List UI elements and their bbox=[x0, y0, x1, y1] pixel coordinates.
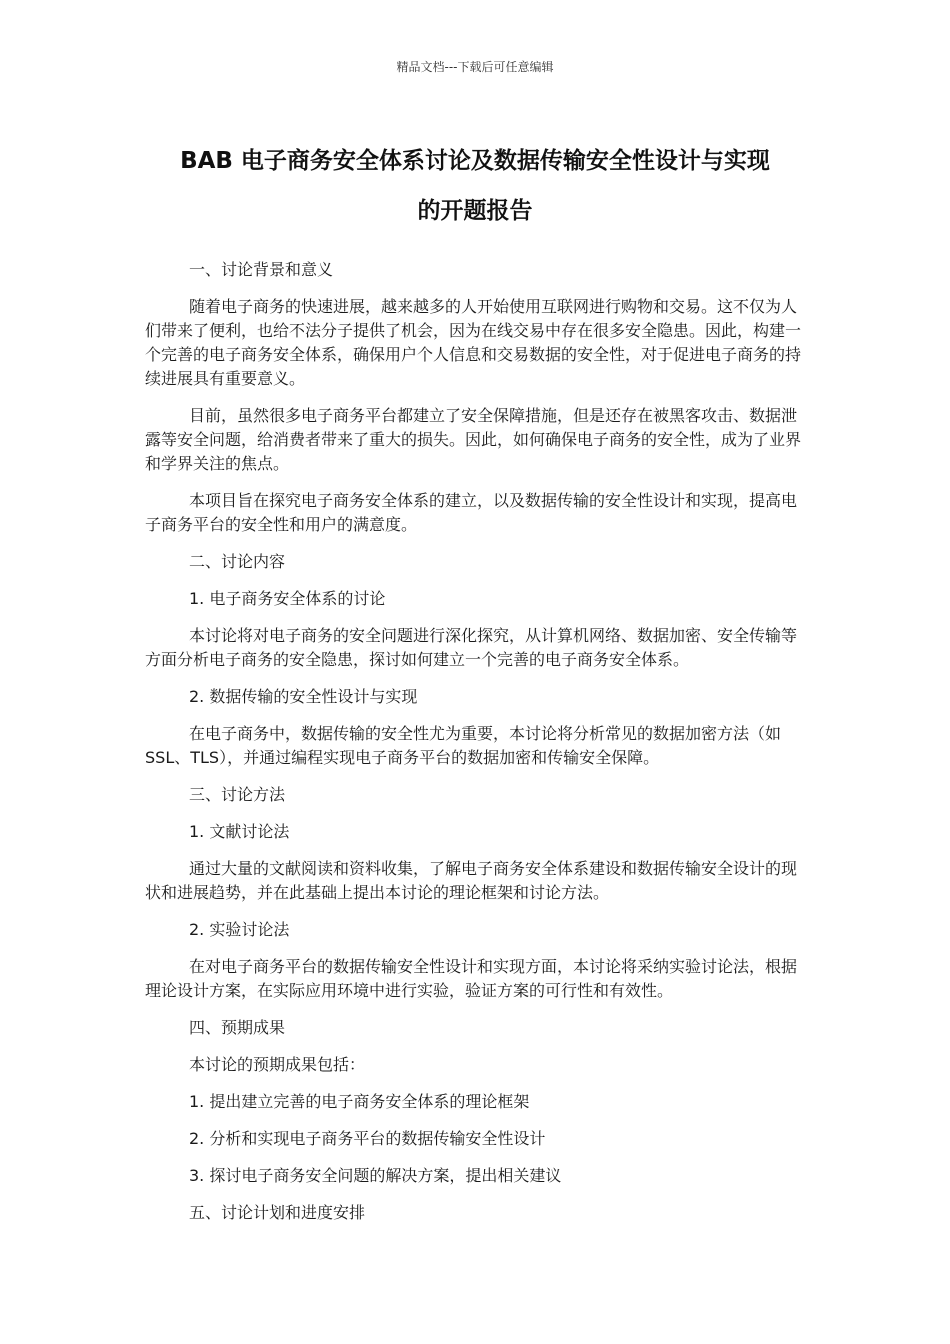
section-heading: 四、预期成果 bbox=[189, 1018, 286, 1037]
subsection-heading: 2. 实验讨论法 bbox=[189, 920, 290, 939]
list-item: 2. 分析和实现电子商务平台的数据传输安全性设计 bbox=[189, 1129, 546, 1148]
section-heading: 二、讨论内容 bbox=[189, 552, 286, 571]
list-item: 3. 探讨电子商务安全问题的解决方案，提出相关建议 bbox=[189, 1166, 562, 1185]
paragraph: 本项目旨在探究电子商务安全体系的建立，以及数据传输的安全性设计和实现，提高电子商务平台的安全性和用户的满意度。 bbox=[145, 491, 798, 534]
list-item: 1. 提出建立完善的电子商务安全体系的理论框架 bbox=[189, 1092, 530, 1111]
paragraph: 本讨论将对电子商务的安全问题进行深化探究，从计算机网络、数据加密、安全传输等方面分析电子商务的安全隐患，探讨如何建立一个完善的电子商务安全体系。 bbox=[145, 626, 798, 669]
paragraph: 通过大量的文献阅读和资料收集，了解电子商务安全体系建设和数据传输安全设计的现状和进展趋势，并在此基础上提出本讨论的理论框架和讨论方法。 bbox=[145, 859, 798, 902]
title-line-2: 的开题报告 bbox=[417, 198, 533, 224]
paragraph: 在对电子商务平台的数据传输安全性设计和实现方面，本讨论将采纳实验讨论法，根据理论设计方案，在实际应用环境中进行实验，验证方案的可行性和有效性。 bbox=[145, 957, 798, 1000]
paragraph: 在电子商务中，数据传输的安全性尤为重要，本讨论将分析常见的数据加密方法（如 SSL、TLS），并通过编程实现电子商务平台的数据加密和传输安全保障。 bbox=[145, 724, 782, 767]
paragraph: 随着电子商务的快速进展，越来越多的人开始使用互联网进行购物和交易。这不仅为人们带来了便利，也给不法分子提供了机会，因为在线交易中存在很多安全隐患。因此，构建一个完善的电子商务安全体系，确保用户个人信息和交易数据的安全性，对于促进电子商务的持续进展具有重要意义。 bbox=[145, 297, 802, 388]
section-heading: 一、讨论背景和意义 bbox=[189, 260, 334, 279]
subsection-heading: 1. 文献讨论法 bbox=[189, 822, 290, 841]
subsection-heading: 1. 电子商务安全体系的讨论 bbox=[189, 589, 386, 608]
subsection-heading: 2. 数据传输的安全性设计与实现 bbox=[189, 687, 418, 706]
document-body bbox=[145, 258, 810, 1238]
header-note: 精品文档---下载后可任意编辑 bbox=[396, 60, 554, 74]
title-line-1: BAB 电子商务安全体系讨论及数据传输安全性设计与实现 bbox=[180, 148, 770, 174]
paragraph: 本讨论的预期成果包括： bbox=[189, 1055, 366, 1074]
section-heading: 三、讨论方法 bbox=[189, 785, 286, 804]
section-heading: 五、讨论计划和进度安排 bbox=[189, 1203, 366, 1222]
document-title bbox=[100, 136, 850, 236]
paragraph: 目前，虽然很多电子商务平台都建立了安全保障措施，但是还存在被黑客攻击、数据泄露等安全问题，给消费者带来了重大的损失。因此，如何确保电子商务的安全性，成为了业界和学界关注的焦点。 bbox=[145, 406, 802, 473]
